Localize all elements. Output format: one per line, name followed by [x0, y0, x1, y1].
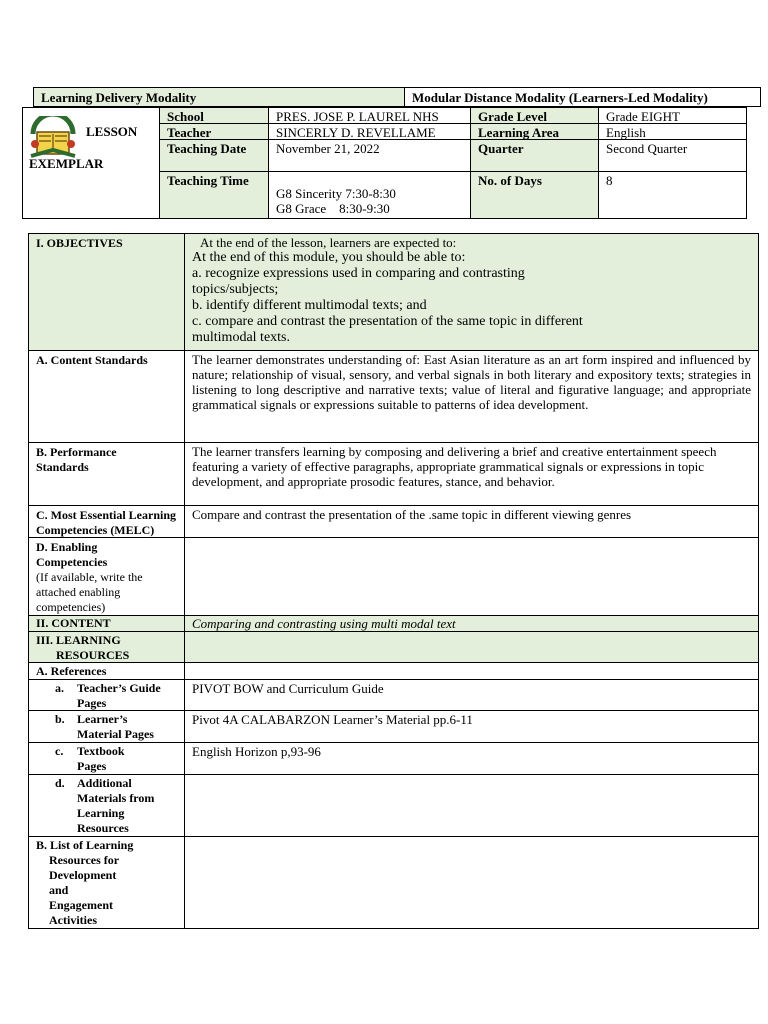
- performance-standards-label: [28, 442, 185, 506]
- modality-value: Modular Distance Modality (Learners-Led Modality): [404, 87, 761, 107]
- additional-materials-value: [184, 774, 759, 837]
- enabling-content: [184, 537, 759, 616]
- enabling-label-line: attached enabling: [36, 585, 121, 599]
- teaching-time-label: Teaching Time: [159, 171, 269, 219]
- teacher-value: SINCERLY D. REVELLAME: [268, 123, 471, 140]
- melc-label: [28, 505, 185, 538]
- learners-material-value: Pivot 4A CALABARZON Learner’s Material pp.6-11: [184, 710, 759, 743]
- enabling-label-line: Competencies: [36, 555, 108, 569]
- learners-material-letter: b.: [55, 712, 65, 726]
- teacher-label: Teacher: [159, 123, 269, 140]
- performance-standards-label-line: B. Performance: [36, 445, 117, 459]
- school-label: School: [159, 107, 269, 124]
- list-of-resources-content: [184, 836, 759, 929]
- content-text: Comparing and contrasting using multi modal text: [184, 615, 759, 632]
- learners-material-label-line: Material Pages: [77, 727, 154, 741]
- quarter-label: Quarter: [470, 139, 599, 172]
- teaching-time-sincerity: G8 Sincerity 7:30-8:30: [276, 186, 396, 201]
- content-label: II. CONTENT: [28, 615, 185, 632]
- textbook-label-line: Pages: [77, 759, 107, 773]
- textbook-letter: c.: [55, 744, 64, 758]
- learning-area-label: Learning Area: [470, 123, 599, 140]
- teaching-date-label: Teaching Date: [159, 139, 269, 172]
- days-value: 8: [598, 171, 747, 219]
- melc-label-line: C. Most Essential Learning: [36, 508, 177, 522]
- modality-label: Learning Delivery Modality: [33, 87, 405, 107]
- enabling-label-line: competencies): [36, 600, 106, 614]
- content-standards-text: The learner demonstrates understanding of: East Asian literature as an art form inspired and influenced by nature; relationship of visual, sensory, and verbal signals in both literary and expository texts; strategies in listening to long descriptive and narrative texts; value of literal and figurative language; and appropriate grammatical signals or expressions suitable to patterns of idea development.: [184, 350, 759, 443]
- objectives-line: a. recognize expressions used in comparing and contrasting: [192, 266, 525, 281]
- teaching-time-value: [268, 171, 471, 219]
- additional-materials-letter: d.: [55, 776, 65, 790]
- references-content: [184, 662, 759, 680]
- learning-resources-content: [184, 631, 759, 663]
- list-of-resources-label-line: Engagement: [49, 898, 113, 912]
- objectives-line: multimodal texts.: [192, 330, 290, 345]
- content-standards-label: A. Content Standards: [28, 350, 185, 443]
- performance-standards-label-line: Standards: [36, 460, 89, 474]
- learning-area-value: English: [598, 123, 747, 140]
- teaching-time-grace: G8 Grace 8:30-9:30: [276, 201, 390, 216]
- learners-material-label: [28, 710, 185, 743]
- references-label: A. References: [28, 662, 185, 680]
- objectives-content: [184, 233, 759, 351]
- lesson-title-line1: LESSON: [86, 124, 138, 139]
- quarter-value: Second Quarter: [598, 139, 747, 172]
- textbook-label: [28, 742, 185, 775]
- additional-materials-label-line: Resources: [77, 821, 129, 835]
- additional-materials-label-line: Additional: [77, 776, 132, 790]
- enabling-label: [28, 537, 185, 616]
- list-of-resources-label-line: Development: [49, 868, 117, 882]
- enabling-label-line: D. Enabling: [36, 540, 98, 554]
- performance-standards-text: The learner transfers learning by composing and delivering a brief and creative entertainment speech featuring a variety of effective paragraphs, appropriate grammatical signals or expressions in topic development, and appropriate prosodic features, stance, and behavior.: [184, 442, 759, 506]
- objectives-line: c. compare and contrast the presentation of the same topic in different: [192, 314, 583, 329]
- list-of-resources-label-line: Activities: [49, 913, 97, 927]
- melc-label-line: Competencies (MELC): [36, 523, 155, 537]
- learning-resources-label-line: RESOURCES: [56, 648, 130, 662]
- list-of-resources-label-line: Resources for: [49, 853, 120, 867]
- grade-level-value: Grade EIGHT: [598, 107, 747, 124]
- lesson-exemplar-box: [22, 107, 160, 219]
- objectives-line: At the end of this module, you should be able to:: [192, 250, 466, 265]
- list-of-resources-label: [28, 836, 185, 929]
- objectives-line: topics/subjects;: [192, 282, 279, 297]
- additional-materials-label-line: Materials from: [77, 791, 155, 805]
- teachers-guide-label: [28, 679, 185, 711]
- melc-text: Compare and contrast the presentation of the .same topic in different viewing genres: [184, 505, 759, 538]
- teachers-guide-label-line: Pages: [77, 696, 107, 710]
- teachers-guide-letter: a.: [55, 681, 64, 695]
- learning-resources-label: [28, 631, 185, 663]
- textbook-label-line: Textbook: [77, 744, 125, 758]
- additional-materials-label: [28, 774, 185, 837]
- list-of-resources-label-line: B. List of Learning: [36, 838, 134, 852]
- teachers-guide-value: PIVOT BOW and Curriculum Guide: [184, 679, 759, 711]
- additional-materials-label-line: Learning: [77, 806, 125, 820]
- learners-material-label-line: Learner’s: [77, 712, 128, 726]
- teachers-guide-label-line: Teacher’s Guide: [77, 681, 161, 695]
- textbook-value: English Horizon p,93-96: [184, 742, 759, 775]
- grade-level-label: Grade Level: [470, 107, 599, 124]
- objectives-line: b. identify different multimodal texts; and: [192, 298, 427, 313]
- list-of-resources-label-line: and: [49, 883, 69, 897]
- learning-resources-label-line: III. LEARNING: [36, 633, 121, 647]
- objectives-intro: At the end of the lesson, learners are expected to:: [200, 235, 457, 250]
- days-label: No. of Days: [470, 171, 599, 219]
- teaching-date-value: November 21, 2022: [268, 139, 471, 172]
- enabling-label-line: (If available, write the: [36, 570, 143, 584]
- objectives-label: I. OBJECTIVES: [28, 233, 185, 351]
- school-value: PRES. JOSE P. LAUREL NHS: [268, 107, 471, 124]
- lesson-title-line2: EXEMPLAR: [29, 156, 104, 171]
